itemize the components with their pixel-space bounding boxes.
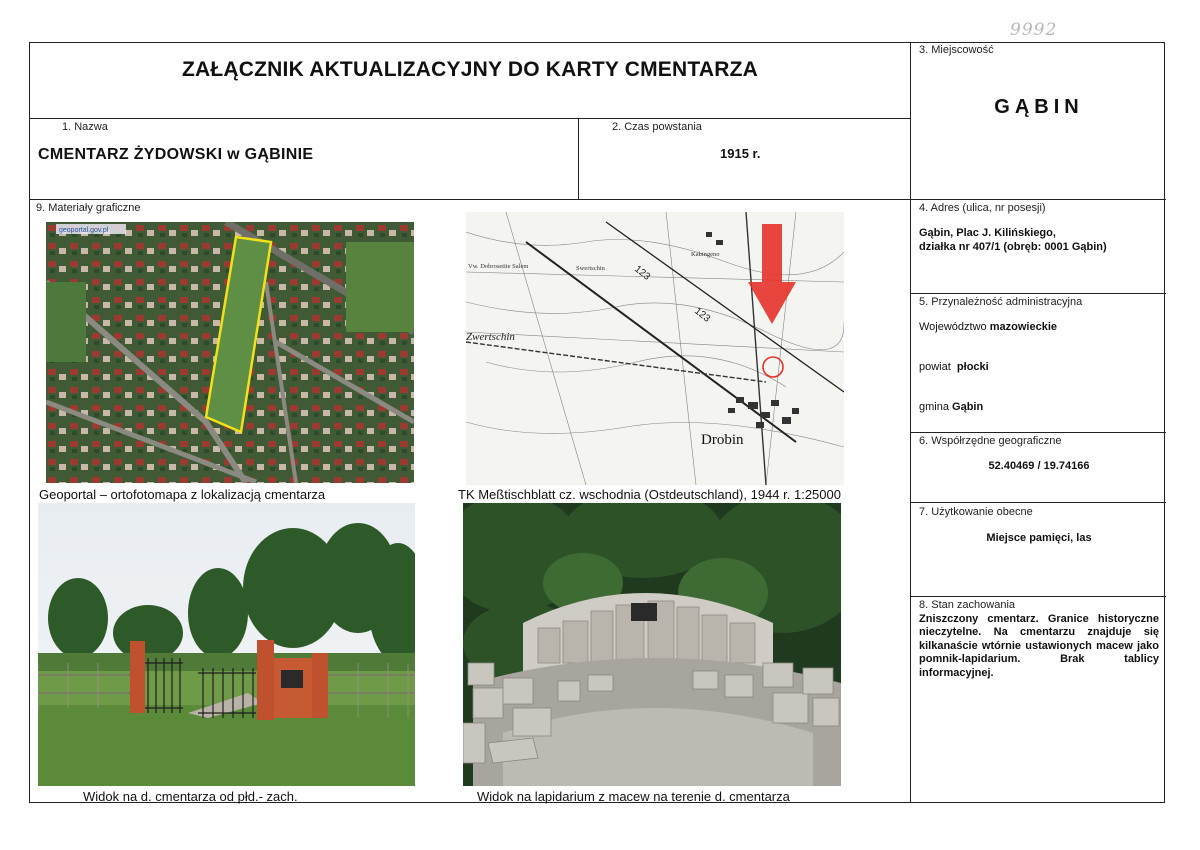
- condition-label: 8. Stan zachowania: [919, 599, 1016, 611]
- gate-photo: [38, 503, 415, 786]
- founding-label: 2. Czas powstania: [612, 121, 702, 133]
- coordinates-value: 52.40469 / 19.74166: [988, 460, 1090, 472]
- voivodeship-prefix: Województwo: [919, 321, 987, 333]
- name-label: 1. Nazwa: [62, 121, 108, 133]
- condition-value: Zniszczony cmentarz. Granice historyczne nieczytelne. Na cmentarzu znajduje się kilkanaście wtórnie ustawionych macew jako pomnik-lapidarium. Brak tablicy informacyjnej.: [919, 613, 1159, 679]
- map-label-small-2: Swertschin: [576, 265, 605, 272]
- divider: [910, 42, 911, 803]
- divider: [910, 502, 1166, 503]
- page-title: ZAŁĄCZNIK AKTUALIZACYJNY DO KARTY CMENTARZA: [182, 58, 758, 81]
- graphics-label: 9. Materiały graficzne: [36, 202, 141, 214]
- map-caption: TK Meßtischblatt cz. wschodnia (Ostdeutschland), 1944 r. 1:25000: [458, 487, 841, 502]
- map-label-road-2: 123: [692, 305, 713, 325]
- address-line-1: Gąbin, Plac J. Kilińskiego,: [919, 227, 1056, 239]
- locality-label: 3. Miejscowość: [919, 44, 994, 56]
- handwritten-number: 9992: [1010, 20, 1058, 40]
- divider: [29, 199, 1166, 200]
- county-row: [919, 361, 989, 374]
- commune-prefix: gmina: [919, 401, 949, 413]
- divider: [910, 293, 1166, 294]
- gate-photo-caption: Widok na d. cmentarza od płd.- zach.: [83, 789, 298, 804]
- cemetery-name: CMENTARZ ŻYDOWSKI w GĄBINIE: [38, 146, 314, 163]
- orthophoto-image: [46, 222, 414, 483]
- map-label-road-1: 123: [632, 263, 653, 283]
- voivodeship-row: [919, 321, 1057, 334]
- coordinates-label: 6. Współrzędne geograficzne: [919, 435, 1062, 447]
- county-value: płocki: [956, 361, 989, 373]
- divider: [578, 118, 579, 199]
- historical-map-image: [466, 212, 844, 485]
- usage-label: 7. Użytkowanie obecne: [919, 506, 1033, 518]
- county-prefix: powiat: [919, 361, 951, 373]
- lapidarium-photo-caption: Widok na lapidarium z macew na terenie d. cmentarza: [477, 789, 790, 804]
- admin-label: 5. Przynależność administracyjna: [919, 296, 1083, 308]
- map-label-small-3: Kabingeno: [691, 251, 720, 258]
- orthophoto-caption: Geoportal – ortofotomapa z lokalizacją cmentarza: [39, 487, 326, 502]
- divider: [910, 432, 1166, 433]
- watermark-text: geoportal.gov.pl: [59, 227, 109, 234]
- divider: [29, 118, 910, 119]
- lapidarium-photo: [463, 503, 841, 786]
- address-line-2: działka nr 407/1 (obręb: 0001 Gąbin): [919, 241, 1107, 253]
- address-label: 4. Adres (ulica, nr posesji): [919, 202, 1046, 214]
- commune-row: [919, 401, 983, 414]
- divider: [910, 596, 1166, 597]
- map-label-drobin: Drobin: [701, 432, 744, 448]
- commune-value: Gąbin: [952, 401, 984, 413]
- map-label-small-1: Vw. Dobrosetite Salem: [468, 263, 529, 270]
- map-label-zwertschin: Zwertschin: [466, 331, 515, 343]
- founding-year: 1915 r.: [720, 146, 761, 161]
- usage-value: Miejsce pamięci, las: [986, 532, 1092, 544]
- voivodeship-value: mazowieckie: [989, 321, 1057, 333]
- locality-value: GĄBIN: [994, 96, 1084, 118]
